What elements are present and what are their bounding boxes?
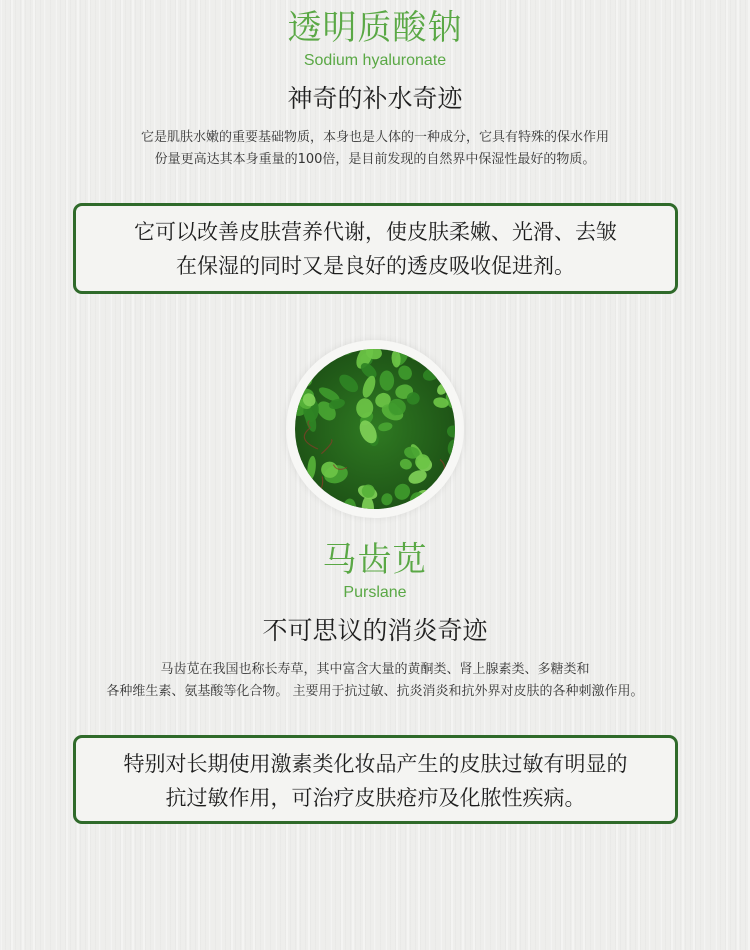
section-description bbox=[0, 659, 750, 703]
stem-shape bbox=[316, 351, 322, 360]
leaf-shape bbox=[297, 361, 313, 382]
description-line: 它是肌肤水嫩的重要基础物质，本身也是人体的一种成分，它具有特殊的保水作用 bbox=[140, 130, 609, 145]
section-subtitle: 不可思议的消炎奇迹 bbox=[262, 616, 488, 645]
leaf-shape bbox=[304, 349, 333, 358]
hyaluronate-section bbox=[0, 8, 750, 171]
leaf-shape bbox=[295, 493, 313, 509]
highlight-box bbox=[73, 203, 678, 294]
section-subtitle: 神奇的补水奇迹 bbox=[287, 84, 463, 113]
highlight-line: 它可以改善皮肤营养代谢，使皮肤柔嫩、光滑、去皱 bbox=[134, 220, 617, 244]
leaf-shape bbox=[295, 349, 316, 360]
stem-shape bbox=[295, 378, 298, 388]
section-title-cn: 透明质酸钠 bbox=[287, 8, 463, 48]
purslane-image-frame bbox=[286, 340, 464, 518]
description-line: 份量更高达其本身重量的100倍，是目前发现的自然界中保湿性最好的物质。 bbox=[154, 152, 596, 167]
leaf-shape bbox=[429, 493, 453, 509]
purslane-plant-icon bbox=[295, 349, 455, 509]
highlight-box bbox=[73, 735, 678, 824]
section-title-en: Purslane bbox=[343, 584, 407, 601]
highlight-line: 抗过敏作用，可治疗皮肤疮疖及化脓性疾病。 bbox=[165, 786, 586, 810]
highlight-line: 在保湿的同时又是良好的透皮吸收促进剂。 bbox=[176, 254, 575, 278]
leaf-shape bbox=[435, 352, 451, 372]
leaf-shape bbox=[298, 487, 322, 506]
section-title-en: Sodium hyaluronate bbox=[303, 52, 447, 69]
leaf-shape bbox=[295, 466, 304, 489]
section-title-cn: 马齿苋 bbox=[322, 540, 428, 580]
leaf-shape bbox=[295, 461, 303, 485]
stem-shape bbox=[442, 477, 455, 489]
description-line: 各种维生素、氨基酸等化合物。 主要用于抗过敏、抗炎消炎和抗外界对皮肤的各种刺激作用。 bbox=[106, 684, 644, 699]
stem-shape bbox=[295, 506, 296, 510]
purslane-section bbox=[0, 540, 750, 703]
highlight-line: 特别对长期使用激素类化妆品产生的皮肤过敏有明显的 bbox=[123, 752, 628, 776]
leaf-shape bbox=[410, 350, 428, 361]
leaf-shape bbox=[296, 349, 312, 361]
leaf-shape bbox=[295, 482, 314, 505]
description-line: 马齿苋在我国也称长寿草，其中富含大量的黄酮类、肾上腺素类、多糖类和 bbox=[160, 662, 590, 677]
section-description bbox=[0, 127, 750, 171]
